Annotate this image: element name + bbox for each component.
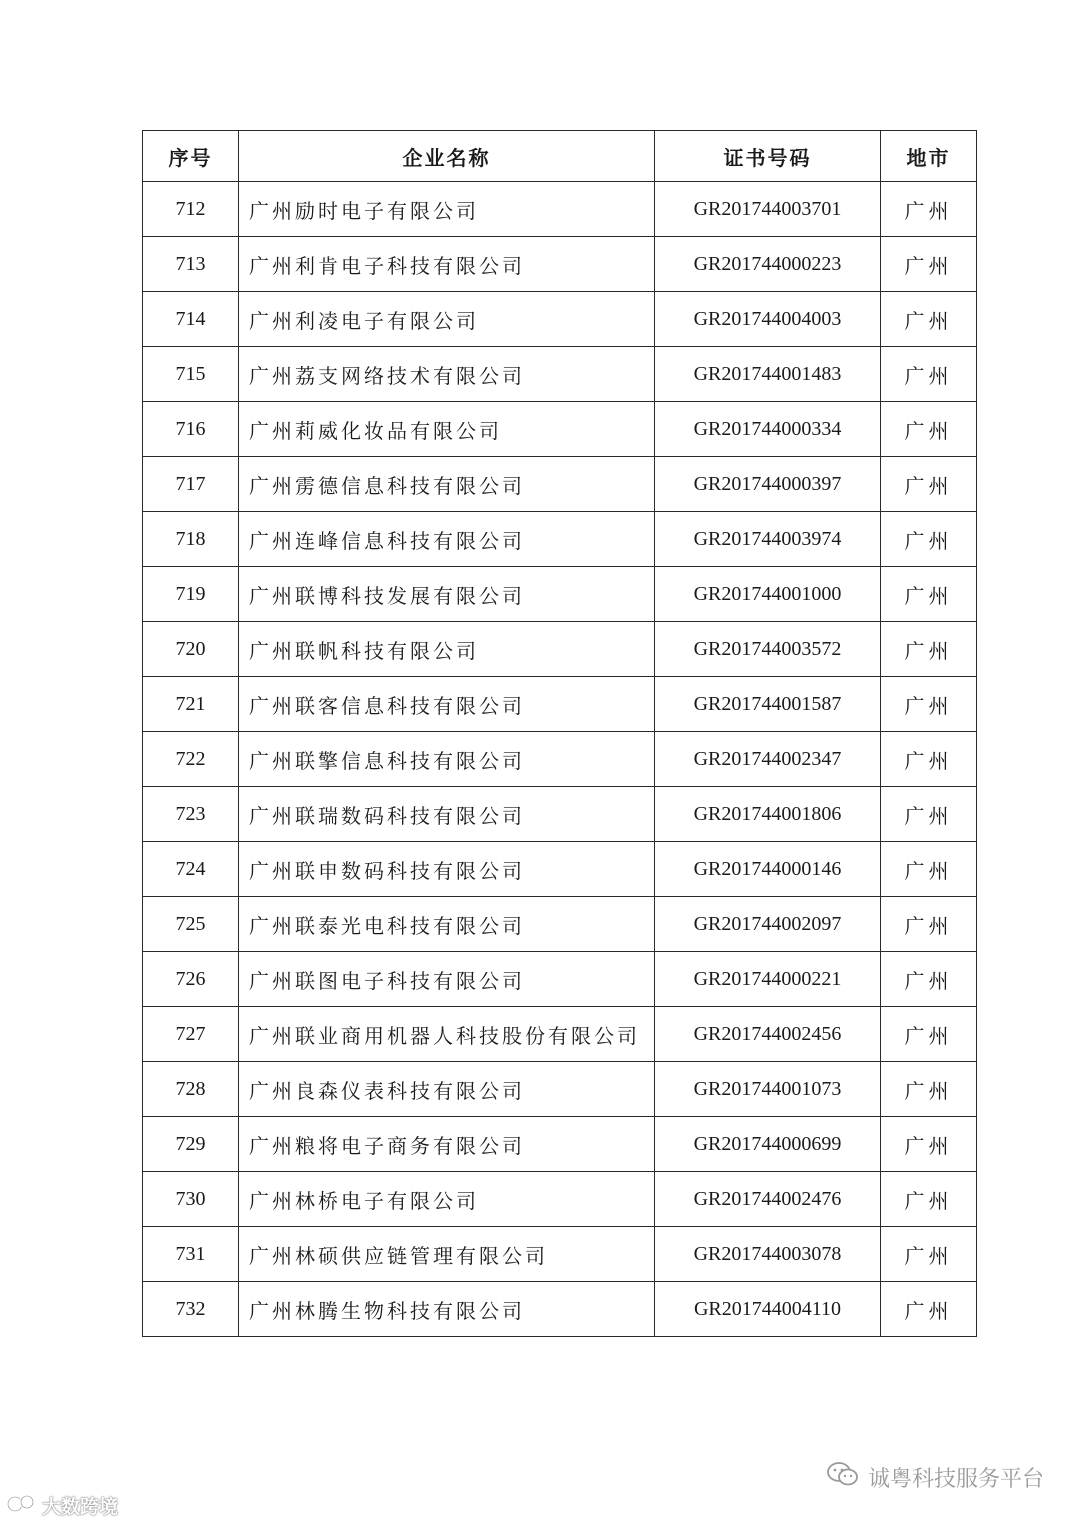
company-name-cell: 广州良森仪表科技有限公司 [239, 1062, 655, 1117]
certificate-number-cell: GR201744001073 [655, 1062, 881, 1117]
city-cell: 广州 [881, 347, 977, 402]
city-cell: 广州 [881, 842, 977, 897]
serial-number-cell: 727 [143, 1007, 239, 1062]
city-cell: 广州 [881, 1007, 977, 1062]
city-cell: 广州 [881, 457, 977, 512]
city-cell: 广州 [881, 182, 977, 237]
city-cell: 广州 [881, 622, 977, 677]
certificate-number-cell: GR201744001000 [655, 567, 881, 622]
company-name-cell: 广州林硕供应链管理有限公司 [239, 1227, 655, 1282]
table-row [143, 237, 977, 292]
company-name-cell: 广州联博科技发展有限公司 [239, 567, 655, 622]
serial-number-cell: 715 [143, 347, 239, 402]
table-row [143, 1172, 977, 1227]
company-name-cell: 广州联图电子科技有限公司 [239, 952, 655, 1007]
serial-number-cell: 720 [143, 622, 239, 677]
company-name-cell: 广州联业商用机器人科技股份有限公司 [239, 1007, 655, 1062]
city-cell: 广州 [881, 567, 977, 622]
city-cell: 广州 [881, 237, 977, 292]
certificate-number-cell: GR201744003701 [655, 182, 881, 237]
certificate-number-cell: GR201744003572 [655, 622, 881, 677]
table-row [143, 622, 977, 677]
table-row [143, 787, 977, 842]
serial-number-cell: 721 [143, 677, 239, 732]
certificate-number-cell: GR201744003974 [655, 512, 881, 567]
serial-number-cell: 732 [143, 1282, 239, 1337]
company-name-cell: 广州联瑞数码科技有限公司 [239, 787, 655, 842]
table-row [143, 1007, 977, 1062]
city-cell: 广州 [881, 952, 977, 1007]
city-cell: 广州 [881, 732, 977, 787]
watermark-right [826, 1460, 1044, 1494]
table-row [143, 677, 977, 732]
table-row [143, 402, 977, 457]
serial-number-cell: 718 [143, 512, 239, 567]
certificate-number-cell: GR201744002097 [655, 897, 881, 952]
company-certificate-table [142, 130, 977, 1337]
certificate-number-cell: GR201744004003 [655, 292, 881, 347]
header-company-name: 企业名称 [239, 131, 655, 182]
header-city: 地市 [881, 131, 977, 182]
serial-number-cell: 724 [143, 842, 239, 897]
header-serial-number: 序号 [143, 131, 239, 182]
watermark-left [6, 1492, 118, 1519]
serial-number-cell: 714 [143, 292, 239, 347]
table-row [143, 512, 977, 567]
certificate-number-cell: GR201744002476 [655, 1172, 881, 1227]
city-cell: 广州 [881, 1172, 977, 1227]
table-row [143, 292, 977, 347]
table-row [143, 1117, 977, 1172]
company-name-cell: 广州雳德信息科技有限公司 [239, 457, 655, 512]
company-name-cell: 广州连峰信息科技有限公司 [239, 512, 655, 567]
serial-number-cell: 713 [143, 237, 239, 292]
city-cell: 广州 [881, 1117, 977, 1172]
city-cell: 广州 [881, 787, 977, 842]
certificate-number-cell: GR201744004110 [655, 1282, 881, 1337]
serial-number-cell: 728 [143, 1062, 239, 1117]
certificate-number-cell: GR201744001483 [655, 347, 881, 402]
serial-number-cell: 722 [143, 732, 239, 787]
table-body [143, 182, 977, 1337]
certificate-number-cell: GR201744001587 [655, 677, 881, 732]
company-name-cell: 广州联擎信息科技有限公司 [239, 732, 655, 787]
city-cell: 广州 [881, 1227, 977, 1282]
certificate-number-cell: GR201744001806 [655, 787, 881, 842]
company-name-cell: 广州林桥电子有限公司 [239, 1172, 655, 1227]
company-name-cell: 广州联泰光电科技有限公司 [239, 897, 655, 952]
company-name-cell: 广州联客信息科技有限公司 [239, 677, 655, 732]
header-row [143, 131, 977, 182]
company-name-cell: 广州莉威化妆品有限公司 [239, 402, 655, 457]
city-cell: 广州 [881, 1062, 977, 1117]
weibo-style-logo-icon [6, 1492, 36, 1519]
company-name-cell: 广州联帆科技有限公司 [239, 622, 655, 677]
company-name-cell: 广州林腾生物科技有限公司 [239, 1282, 655, 1337]
certificate-number-cell: GR201744002347 [655, 732, 881, 787]
table-row [143, 457, 977, 512]
serial-number-cell: 716 [143, 402, 239, 457]
table-row [143, 1062, 977, 1117]
company-name-cell: 广州荔支网络技术有限公司 [239, 347, 655, 402]
serial-number-cell: 731 [143, 1227, 239, 1282]
city-cell: 广州 [881, 512, 977, 567]
certificate-number-cell: GR201744003078 [655, 1227, 881, 1282]
serial-number-cell: 730 [143, 1172, 239, 1227]
certificate-number-cell: GR201744000334 [655, 402, 881, 457]
serial-number-cell: 719 [143, 567, 239, 622]
company-name-cell: 广州粮将电子商务有限公司 [239, 1117, 655, 1172]
serial-number-cell: 712 [143, 182, 239, 237]
certificate-number-cell: GR201744000146 [655, 842, 881, 897]
company-name-cell: 广州联申数码科技有限公司 [239, 842, 655, 897]
company-name-cell: 广州利肯电子科技有限公司 [239, 237, 655, 292]
company-name-cell: 广州励时电子有限公司 [239, 182, 655, 237]
city-cell: 广州 [881, 1282, 977, 1337]
company-name-cell: 广州利凌电子有限公司 [239, 292, 655, 347]
certificate-number-cell: GR201744000699 [655, 1117, 881, 1172]
certificate-number-cell: GR201744000223 [655, 237, 881, 292]
table-row [143, 1282, 977, 1337]
certificate-number-cell: GR201744000397 [655, 457, 881, 512]
table-row [143, 567, 977, 622]
city-cell: 广州 [881, 402, 977, 457]
table-row [143, 732, 977, 787]
serial-number-cell: 723 [143, 787, 239, 842]
certificate-number-cell: GR201744000221 [655, 952, 881, 1007]
city-cell: 广州 [881, 292, 977, 347]
city-cell: 广州 [881, 897, 977, 952]
serial-number-cell: 729 [143, 1117, 239, 1172]
header-certificate-number: 证书号码 [655, 131, 881, 182]
table-row [143, 897, 977, 952]
table-row [143, 842, 977, 897]
table-row [143, 952, 977, 1007]
table-row [143, 1227, 977, 1282]
watermark-right-text: 诚粤科技服务平台 [867, 1466, 1044, 1492]
table-header [143, 131, 977, 182]
city-cell: 广州 [881, 677, 977, 732]
watermark-left-text: 大数跨境 [42, 1496, 119, 1518]
wechat-icon [826, 1460, 860, 1494]
serial-number-cell: 726 [143, 952, 239, 1007]
serial-number-cell: 725 [143, 897, 239, 952]
certificate-number-cell: GR201744002456 [655, 1007, 881, 1062]
serial-number-cell: 717 [143, 457, 239, 512]
table-row [143, 182, 977, 237]
table-row [143, 347, 977, 402]
